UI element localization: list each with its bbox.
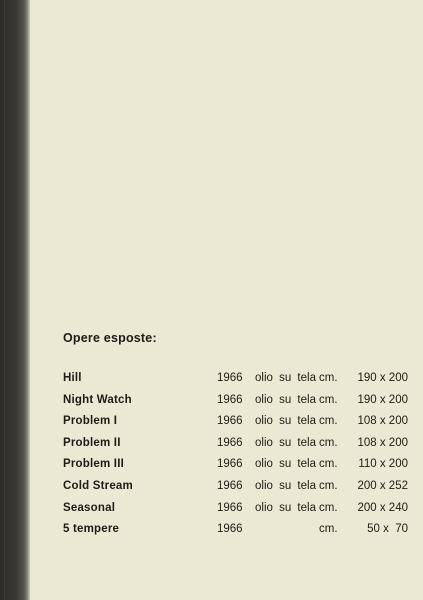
work-title: Seasonal: [63, 501, 116, 514]
work-medium: olio su tela: [255, 393, 316, 406]
work-row: [63, 415, 408, 437]
work-medium: olio su tela: [255, 479, 316, 492]
works-list: [63, 372, 408, 545]
work-row: [63, 437, 408, 459]
work-unit: cm.: [319, 436, 338, 449]
work-title: Hill: [63, 372, 82, 384]
work-unit: cm.: [319, 458, 338, 471]
work-year: 1966: [217, 458, 243, 471]
work-row: [63, 523, 408, 545]
work-size: 110 x 200: [358, 458, 408, 471]
work-title: Problem III: [63, 458, 124, 471]
work-medium: olio su tela: [255, 458, 316, 471]
work-size: 50 x 70: [367, 523, 408, 536]
work-year: 1966: [217, 436, 243, 449]
work-size: 190 x 200: [357, 393, 408, 406]
work-unit: cm.: [319, 415, 338, 428]
work-unit: cm.: [319, 501, 338, 514]
work-unit: cm.: [319, 479, 338, 492]
works-heading: Opere esposte:: [63, 331, 157, 345]
work-unit: cm.: [319, 393, 338, 406]
work-row: [63, 480, 408, 502]
work-row: [63, 372, 408, 394]
work-title: Problem II: [63, 436, 121, 449]
work-row: [63, 502, 408, 524]
work-medium: olio su tela: [255, 415, 316, 428]
work-year: 1966: [217, 479, 243, 492]
work-row: [63, 394, 408, 416]
work-medium: olio su tela: [255, 501, 316, 514]
work-size: 190 x 200: [357, 372, 408, 384]
work-year: 1966: [217, 415, 243, 428]
work-title: Cold Stream: [63, 479, 133, 492]
work-size: 200 x 240: [357, 501, 408, 514]
binding-line: [4, 0, 5, 600]
work-year: 1966: [217, 523, 243, 536]
work-year: 1966: [217, 501, 243, 514]
work-medium: olio su tela: [255, 372, 316, 384]
work-title: Night Watch: [63, 393, 132, 406]
work-unit: cm.: [319, 523, 338, 536]
work-unit: cm.: [319, 372, 338, 384]
work-size: 108 x 200: [357, 436, 408, 449]
work-medium: olio su tela: [255, 436, 316, 449]
work-title: Problem I: [63, 415, 118, 428]
work-size: 108 x 200: [357, 415, 408, 428]
work-year: 1966: [217, 393, 243, 406]
work-row: [63, 458, 408, 480]
work-title: 5 tempere: [63, 523, 120, 536]
work-size: 200 x 252: [357, 479, 408, 492]
work-year: 1966: [217, 372, 243, 384]
